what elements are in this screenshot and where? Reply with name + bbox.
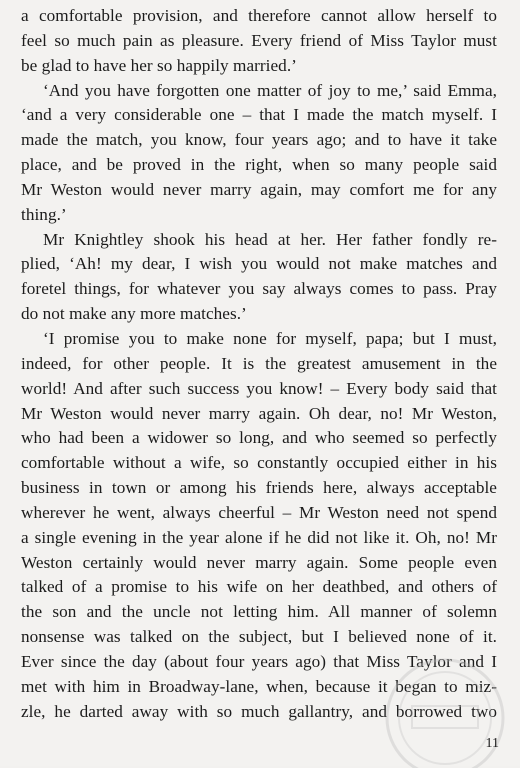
- text-line: zle, he darted away with so much gallantry, and borrowed two: [21, 701, 497, 721]
- text-line: Weston certainly would never marry again. Some people even: [21, 552, 497, 572]
- text-line: the son and the uncle not letting him. All manner of solemn: [21, 602, 497, 622]
- text-line: a single evening in the year alone if he did not like it. Oh, no! Mr: [21, 527, 497, 547]
- text-line: foretel things, for whatever you say always comes to pass. Pray: [21, 279, 497, 299]
- text-line: a comfortable provision, and therefore cannot allow herself to: [21, 6, 497, 25]
- text-line: ‘And you have forgotten one matter of joy to me,’ said Emma,: [43, 80, 497, 100]
- text-line: who had been a widower so long, and who seemed so perfectly: [21, 428, 497, 448]
- text-line: made the match, you know, four years ago; and to have it take: [21, 130, 497, 150]
- text-line: comfortable without a wife, so constantly occupied either in his: [21, 453, 497, 473]
- text-line: place, and be proved in the right, when so many people said: [21, 155, 497, 175]
- text-line: Ever since the day (about four years ago) that Miss Taylor and I: [21, 651, 497, 671]
- text-line: wherever he went, always cheerful – Mr Weston need not spend: [21, 502, 497, 522]
- text-line: Mr Weston would never marry again, may comfort me for any: [21, 179, 497, 199]
- text-line: feel so much pain as pleasure. Every friend of Miss Taylor must: [21, 30, 497, 50]
- text-line: do not make any more matches.’: [21, 304, 247, 324]
- text-line: plied, ‘Ah! my dear, I wish you would not make matches and: [21, 254, 497, 274]
- body-text: [21, 4, 497, 724]
- text-line: nonsense was talked on the subject, but I believed none of it.: [21, 627, 497, 647]
- text-line: world! And after such success you know! – Every body said that: [21, 378, 497, 398]
- text-line: Mr Weston would never marry again. Oh dear, no! Mr Weston,: [21, 403, 497, 423]
- text-line: indeed, for other people. It is the greatest amusement in the: [21, 353, 497, 373]
- text-line: ‘I promise you to make none for myself, papa; but I must,: [43, 328, 497, 348]
- text-line: talked of a promise to his wife on her deathbed, and others of: [21, 577, 497, 597]
- text-line: Mr Knightley shook his head at her. Her father fondly re-: [43, 229, 497, 249]
- text-line: met with him in Broadway-lane, when, because it began to miz-: [21, 676, 497, 696]
- page-number: 11: [485, 736, 499, 751]
- text-line: ‘and a very considerable one – that I made the match myself. I: [21, 105, 497, 125]
- text-line: be glad to have her so happily married.’: [21, 55, 297, 75]
- text-line: business in town or among his friends here, always acceptable: [21, 478, 497, 498]
- text-line: thing.’: [21, 204, 67, 224]
